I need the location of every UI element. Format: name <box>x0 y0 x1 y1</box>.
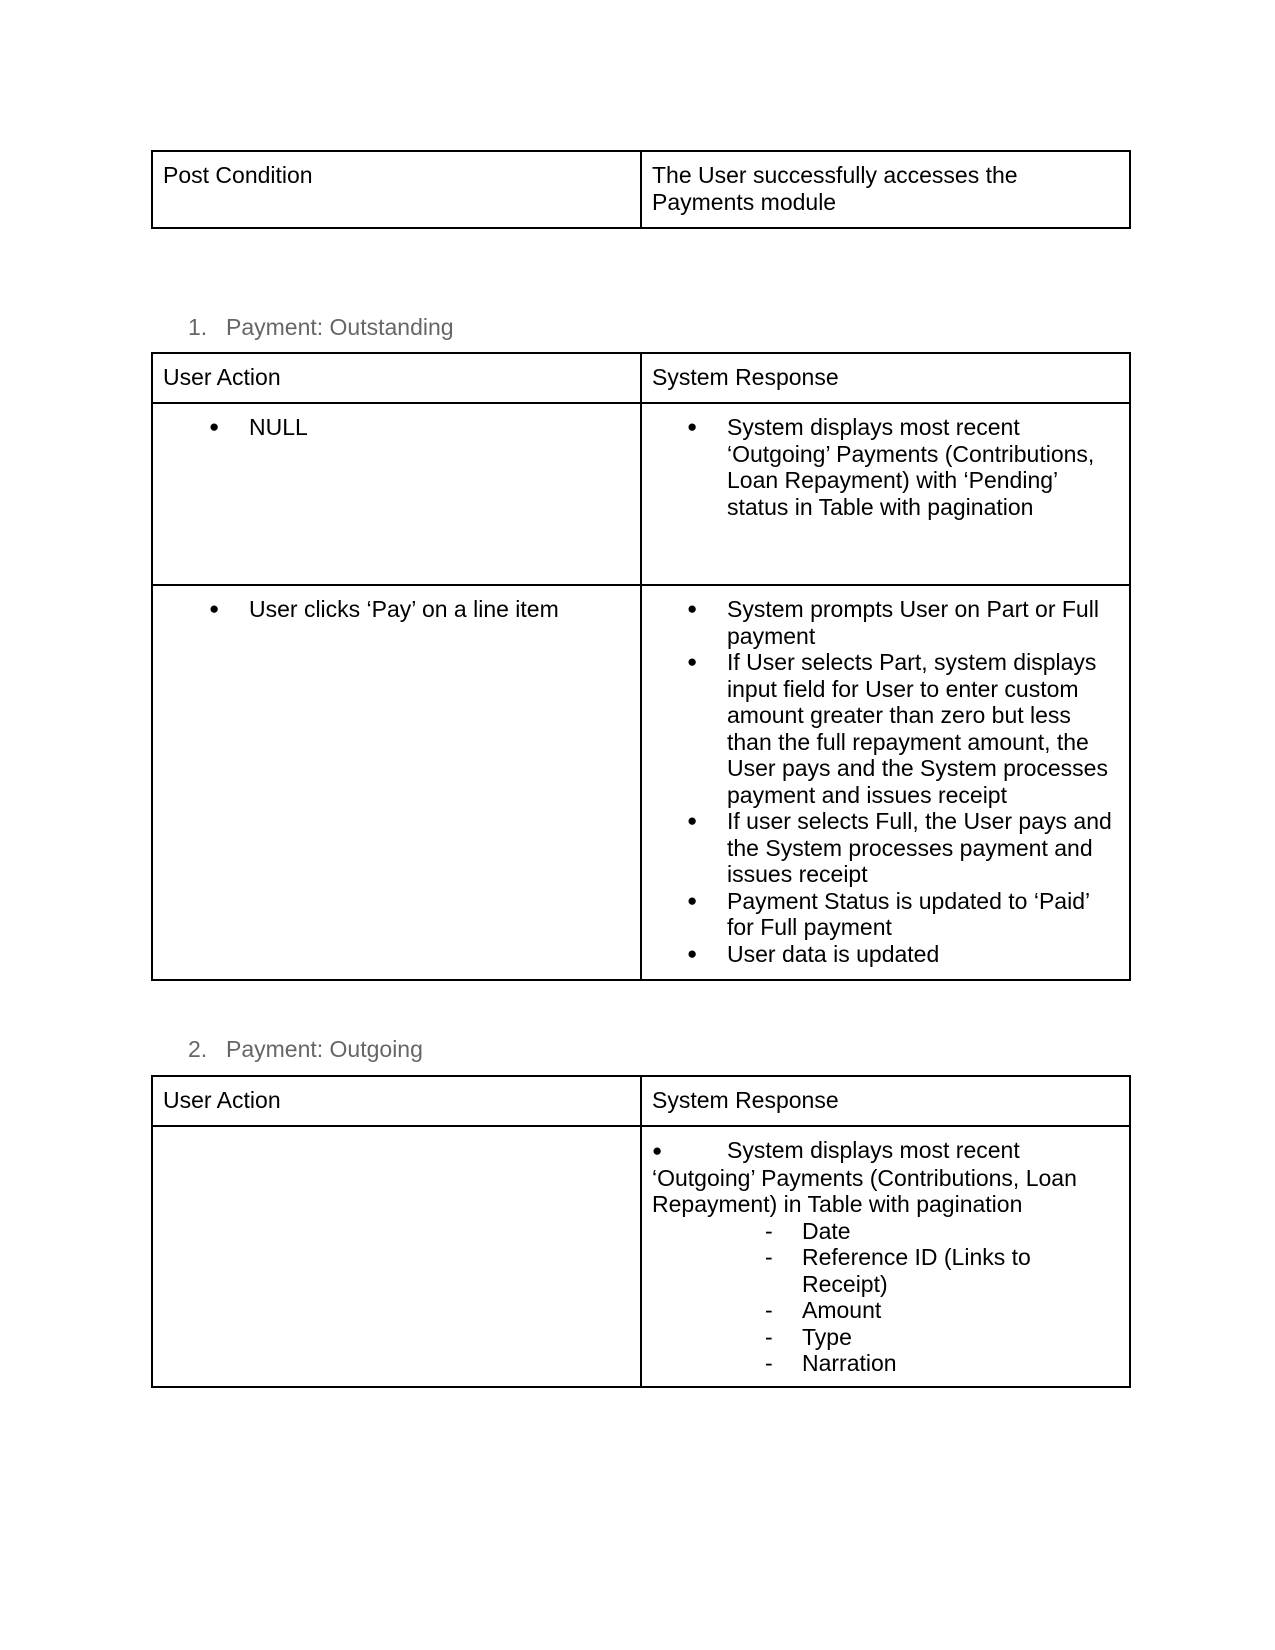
list-item: ● System prompts User on Part or Full payment <box>727 596 1119 649</box>
list-item: - Narration <box>802 1350 1119 1377</box>
section-1-title: Payment: Outstanding <box>226 314 454 340</box>
header-user-action: User Action <box>152 353 641 403</box>
post-condition-value <box>641 151 1130 228</box>
list-item: ● System displays most recent ‘Outgoing’ Payments (Contributions, Loan Repayment) with ‘Pending’ status in Table with pagination <box>727 414 1119 520</box>
section-2-number: 2. <box>188 1036 208 1062</box>
section-2-title: Payment: Outgoing <box>226 1036 423 1062</box>
table-header-row <box>152 353 1130 403</box>
post-condition-table <box>151 150 1131 229</box>
list-item: ● User clicks ‘Pay’ on a line item <box>249 596 630 623</box>
outgoing-system-response <box>641 1126 1130 1387</box>
section-1-heading <box>188 313 454 341</box>
row1-user-action <box>152 403 641 585</box>
list-item: ● Payment Status is updated to ‘Paid’ for Full payment <box>727 888 1119 941</box>
table-row <box>152 151 1130 228</box>
header-system-response: System Response <box>641 1076 1130 1126</box>
post-condition-value-line2: Payments module <box>652 188 837 215</box>
list-item: - Type <box>802 1324 1119 1351</box>
header-system-response: System Response <box>641 353 1130 403</box>
list-item: ● User data is updated <box>727 941 1119 968</box>
row1-system-response <box>641 403 1130 585</box>
outgoing-response-intro <box>652 1137 1119 1218</box>
list-item: - Reference ID (Links to Receipt) <box>802 1244 1119 1297</box>
row2-system-response <box>641 585 1130 980</box>
list-item: - Date <box>802 1218 1119 1245</box>
list-item: ● NULL <box>249 414 630 441</box>
section-2-heading <box>188 1035 423 1063</box>
table-row <box>152 1126 1130 1387</box>
outgoing-columns-list <box>652 1218 1119 1377</box>
payment-outstanding-table <box>151 352 1131 981</box>
post-condition-value-line1: The User successfully accesses the <box>652 162 1018 188</box>
header-user-action: User Action <box>152 1076 641 1126</box>
list-item: ● If user selects Full, the User pays and the System processes payment and issues receipt <box>727 808 1119 888</box>
outgoing-user-action <box>152 1126 641 1387</box>
post-condition-label: Post Condition <box>152 151 641 228</box>
table-row <box>152 403 1130 585</box>
list-item: - Amount <box>802 1297 1119 1324</box>
table-row <box>152 585 1130 980</box>
payment-outgoing-table <box>151 1075 1131 1388</box>
list-item: ● If User selects Part, system displays input field for User to enter custom amount greater than zero but less than the full repayment amount, the User pays and the System processes payment and issues receipt <box>727 649 1119 808</box>
table-header-row <box>152 1076 1130 1126</box>
bullet-icon: ● <box>652 1141 663 1160</box>
outgoing-response-text: System displays most recent ‘Outgoing’ Payments (Contributions, Loan Repayment) in Table with pagination <box>652 1137 1077 1217</box>
section-1-number: 1. <box>188 314 208 340</box>
row2-user-action <box>152 585 641 980</box>
